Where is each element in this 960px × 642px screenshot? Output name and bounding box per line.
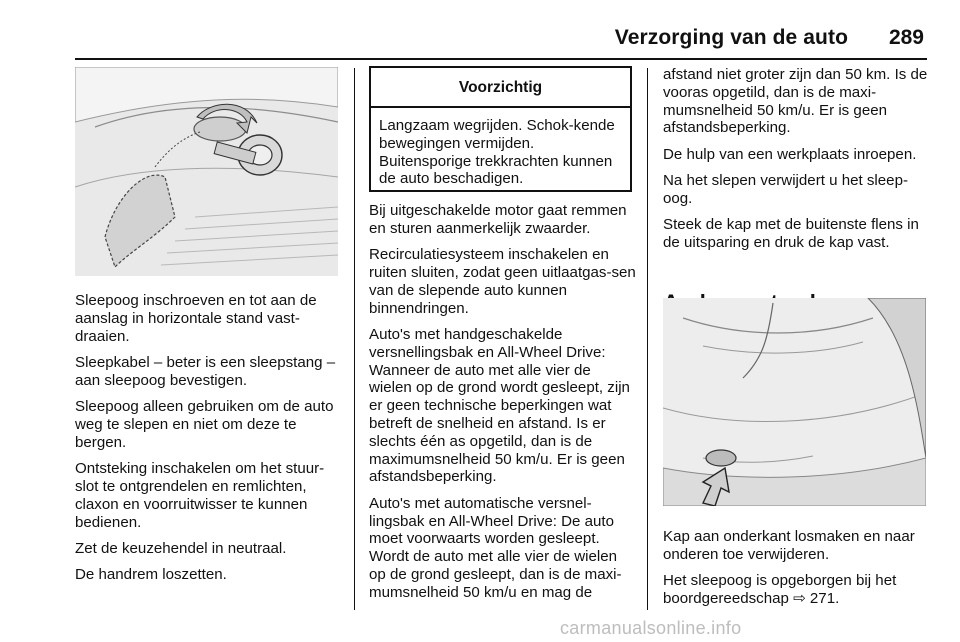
column-3-text-lower <box>663 528 931 616</box>
paragraph: Recirculatiesysteem inschakelen en ruiten sluiten, zodat geen uitlaatgas-sen van de slepende auto kunnen binnendringen. <box>369 246 636 317</box>
paragraph: Auto's met automatische versnel-lingsbak en All-Wheel Drive: De auto moet voorwaarts worden gesleept. Wordt de auto met alle vier de wielen op de grond gesleept, dan is de maxi-mumsnelheid 50 km/u en mag de <box>369 494 622 601</box>
paragraph: Het sleepoog is opgeborgen bij het boordgereedschap ⇨ 271. <box>663 572 897 607</box>
paragraph: afstand niet groter zijn dan 50 km. Is de vooras opgetild, dan is de maxi-mumsnelheid 50 km/u. Er is geen afstandsbeperking. <box>663 66 928 137</box>
paragraph: Sleepoog alleen gebruiken om de auto weg te slepen en niet om deze te bergen. <box>75 398 334 451</box>
caution-box <box>369 66 632 192</box>
paragraph: Sleepkabel – beter is een sleepstang – aan sleepoog bevestigen. <box>75 353 336 389</box>
page-number: 289 <box>888 26 924 49</box>
paragraph: Sleepoog inschroeven en tot aan de aanslag in horizontale stand vast-draaien. <box>75 292 317 345</box>
column-2-text <box>369 202 637 610</box>
rear-bumper-cap-illustration <box>663 298 926 506</box>
paragraph: Ontsteking inschakelen om het stuur-slot te ontgrendelen en remlichten, claxon en voorruitwisser te kunnen bedienen. <box>75 460 325 531</box>
column-divider-1 <box>354 68 355 610</box>
column-1-text <box>75 292 343 593</box>
watermark: carmanualsonline.info <box>560 618 742 638</box>
paragraph: De hulp van een werkplaats inroepen. <box>663 145 917 163</box>
rear-bumper-drawing <box>663 298 926 506</box>
paragraph: Auto's met handgeschakelde versnellingsbak en All-Wheel Drive: Wanneer de auto met alle vier de wielen op de grond wordt gesleept, zijn er geen technische beperkingen wat betreft de snelheid en afstand. Is er slechts één as opgetild, dan is de maximumsnelheid 50 km/u. Er is geen afstandsbeperking. <box>369 325 630 486</box>
column-3-text <box>663 66 931 261</box>
page-header <box>0 0 960 60</box>
paragraph: Bij uitgeschakelde motor gaat remmen en sturen aanmerkelijk zwaarder. <box>369 202 627 237</box>
caution-text: Langzaam wegrijden. Schok-kende bewegingen vermijden. Buitensporige trekkrachten kunnen de auto beschadigen. <box>379 117 615 188</box>
caution-heading: Voorzichtig <box>371 68 630 108</box>
paragraph: De handrem loszetten. <box>75 566 227 584</box>
tow-eye-front-illustration <box>75 67 338 276</box>
header-divider <box>75 58 927 60</box>
paragraph: Kap aan onderkant losmaken en naar onderen toe verwijderen. <box>663 528 915 563</box>
paragraph: Steek de kap met de buitenste flens in de uitsparing en druk de kap vast. <box>663 216 919 252</box>
paragraph: Zet de keuzehendel in neutraal. <box>75 539 287 557</box>
tow-eye-front-drawing <box>75 67 338 276</box>
column-divider-2 <box>647 68 648 610</box>
page-title: Verzorging van de auto <box>614 26 848 49</box>
paragraph: Na het slepen verwijdert u het sleep-oog. <box>663 172 908 207</box>
